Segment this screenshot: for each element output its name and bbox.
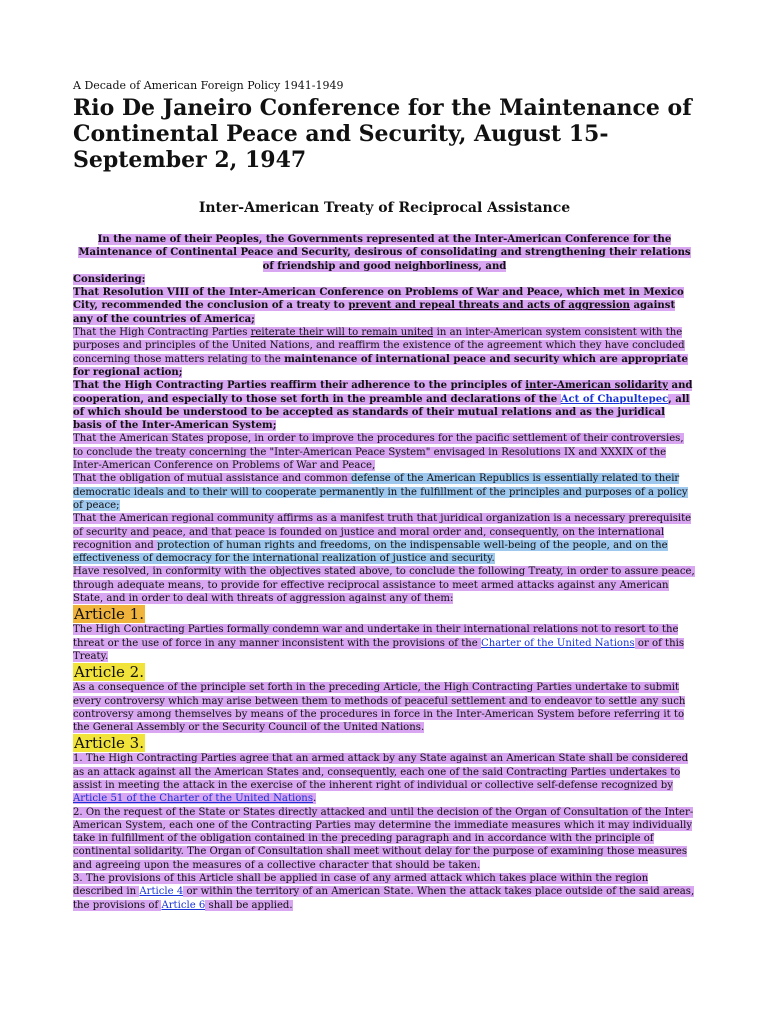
preamble-paragraph-2: That the High Contracting Parties reiterate their will to remain united in an inter-American system consistent with the purposes and principles of the United Nations, and reaffirm the existence of the agreement which they have concluded concerning those matters relating to the maintenance of international peace and security which are appropriate for regional action; <box>73 327 688 378</box>
preamble-paragraph-4: That the American States propose, in order to improve the procedures for the pacific settlement of their controversies, to conclude the treaty concerning the "Inter-American Peace System" envisaged in Resolutions IX and XXXIX of the Inter-American Conference on Problems of War and Peace, <box>73 433 684 472</box>
article-3-paragraph-2: 2. On the request of the State or States directly attacked and until the decision of the Organ of Consultation of the Inter-American System, each one of the Contracting Parties may determine the immediate measures which it may individually take in fulfillment of the obligation contained in the preceding paragraph and in accordance with the principle of continental solidarity. The Organ of Consultation shall meet without delay for the purpose of examining those measures and agreeing upon the measures of a collective character that should be taken. <box>73 806 694 871</box>
article-3-paragraph-1: 1. The High Contracting Parties agree that an armed attack by any State against an American State shall be considered as an attack against all the American States and, consequently, each one of the said Contracting Parties undertakes to assist in meeting the attack in the exercise of the inherent right of individual or collective self-defense recognized by Article 51 of the Charter of the United Nations. <box>73 753 689 805</box>
article-2-text: As a consequence of the principle set forth in the preceding Article, the High Contracting Parties undertake to submit every controversy which may arise between them to methods of peaceful settlement and to endeavor to settle any such controversy among themselves by means of the procedures in force in the Inter-American System before referring it to the General Assembly or the Security Council of the United Nations. <box>73 682 686 734</box>
charter-of-un-link[interactable]: Charter of the United Nations <box>480 637 635 649</box>
page-title: Rio De Janeiro Conference for the Maintenance of Continental Peace and Security, August 15-September 2, 1947 <box>73 95 692 173</box>
article-3-heading: Article 3. <box>74 734 144 753</box>
preamble-paragraph-7: Have resolved, in conformity with the objectives stated above, to conclude the following Treaty, in order to assure peace, through adequate means, to provide for effective reciprocal assistance to meet armed attacks against any American State, and in order to deal with threats of aggression against any of them: <box>73 566 695 605</box>
document-body <box>73 233 696 912</box>
preamble-intro: In the name of their Peoples, the Governments represented at the Inter-American Conference for the Maintenance of Continental Peace and Security, desirous of consolidating and strengthening their relations of friendship and good neighborliness, and <box>78 234 691 272</box>
preamble-paragraph-6: That the American regional community affirms as a manifest truth that juridical organization is a necessary prerequisite of security and peace, and that peace is founded on justice and moral order and, consequently, on the international recognition and protection of human rights and freedoms, on the indispensable well-being of the people, and on the effectiveness of democracy for the international realization of justice and security. <box>73 513 692 565</box>
preamble-paragraph-1: That Resolution VIII of the Inter-American Conference on Problems of War and Peace, which met in Mexico City, recommended the conclusion of a treaty to prevent and repeal threats and acts of aggression against any of the countries of America; <box>73 287 684 325</box>
act-of-chapultepec-link[interactable]: Act of Chapultepec <box>560 393 669 405</box>
article-6-link[interactable]: Article 6 <box>161 899 206 911</box>
article-51-link[interactable]: Article 51 of the Charter of the United Nations <box>73 793 313 805</box>
article-3-paragraph-3: 3. The provisions of this Article shall be applied in case of any armed attack which takes place within the region described in Article 4 or within the territory of an American State. When the attack takes place outside of the said areas, the provisions of Article 6 shall be applied. <box>73 873 695 911</box>
treaty-title: Inter-American Treaty of Reciprocal Assistance <box>198 200 571 216</box>
preamble-paragraph-3: That the High Contracting Parties reaffirm their adherence to the principles of inter-American solidarity and cooperation, and especially to those set forth in the preamble and declarations of the Act of Chapultepec, all of which should be understood to be accepted as standards of their mutual relations and as the juridical basis of the Inter-American System; <box>73 380 693 432</box>
article-2-heading: Article 2. <box>74 663 144 682</box>
series-title: A Decade of American Foreign Policy 1941-1949 <box>73 79 344 92</box>
article-4-link[interactable]: Article 4 <box>139 886 184 898</box>
article-1-heading: Article 1. <box>74 605 144 624</box>
considering-label: Considering: <box>73 273 146 285</box>
preamble-paragraph-5: That the obligation of mutual assistance and common defense of the American Republics is essentially related to their democratic ideals and to their will to cooperate permanently in the fulfillment of the principles and purposes of a policy of peace; <box>73 473 688 511</box>
article-1-text: The High Contracting Parties formally condemn war and undertake in their international relations not to resort to the threat or the use of force in any manner inconsistent with the provisions of the Charter of the United Nations or of this Treaty. <box>73 624 684 662</box>
